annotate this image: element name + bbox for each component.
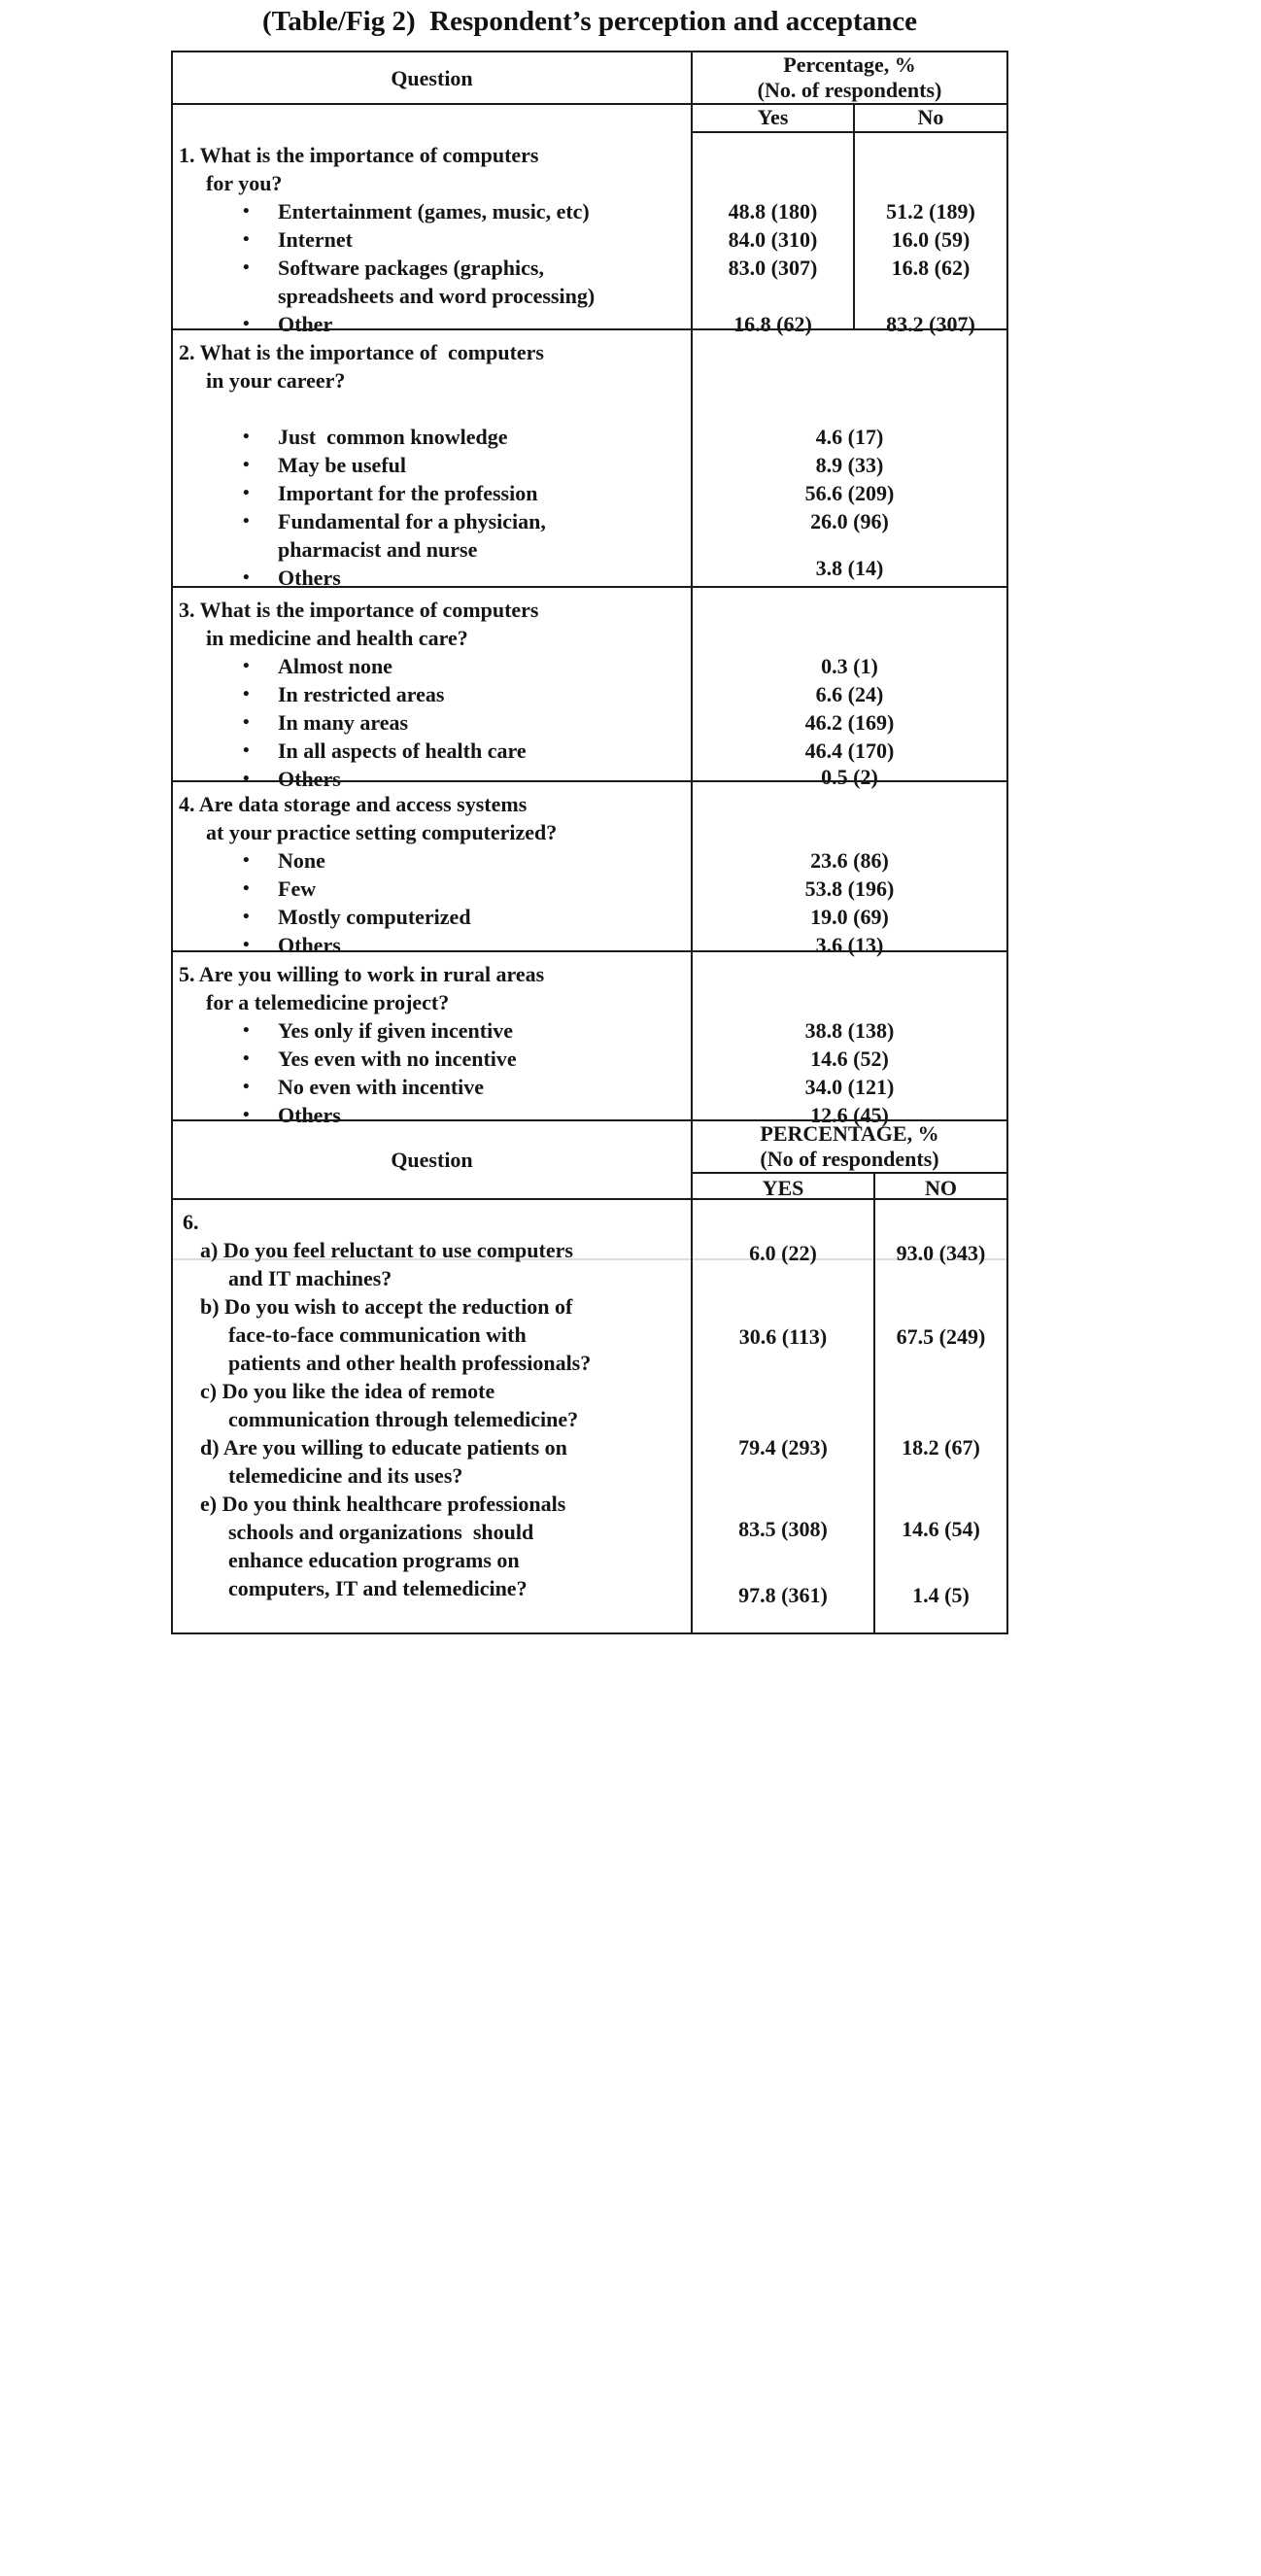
q6-line: patients and other health professionals? <box>228 1351 592 1375</box>
header2-question-label: Question <box>391 1148 473 1172</box>
q5-item-label: • Others <box>173 1101 691 1129</box>
q6-line: b) Do you wish to accept the reduction of <box>200 1294 573 1319</box>
q3-values-cell <box>693 588 1006 789</box>
header-percentage-line1: Percentage, % <box>783 52 916 77</box>
q6-line: enhance education programs on <box>228 1548 520 1572</box>
q1-question-cell <box>173 133 693 336</box>
header2-no-cell: NO <box>925 1176 957 1200</box>
section-q1 <box>173 133 1006 336</box>
q3-heading-line2: in medicine and health care? <box>206 626 468 650</box>
section-q5 <box>173 950 1006 1127</box>
header2-yes-cell: YES <box>693 1174 875 1202</box>
q6-no-value: 93.0 (343) <box>896 1241 986 1265</box>
header-no-cell: No <box>917 105 944 129</box>
section-q4 <box>173 780 1006 957</box>
q2-question-cell <box>173 330 693 590</box>
q6-no-value: 14.6 (54) <box>902 1517 980 1541</box>
header-yes-no-cells <box>693 105 1006 133</box>
q3-value: 46.4 (170) <box>804 738 895 763</box>
q4-value: 23.6 (86) <box>810 848 889 873</box>
q3-value: 0.5 (2) <box>821 765 878 789</box>
q6-line: face-to-face communication with <box>228 1322 527 1347</box>
q6-line: computers, IT and telemedicine? <box>228 1576 528 1600</box>
header2-percentage-line1: PERCENTAGE, % <box>760 1121 939 1146</box>
section-q3 <box>173 586 1006 791</box>
section-q6 <box>173 1198 1006 1632</box>
q6-yes-column <box>693 1200 875 1632</box>
q6-line: communication through telemedicine? <box>228 1407 579 1431</box>
q6-yes-value: 30.6 (113) <box>738 1324 828 1349</box>
q6-line: a) Do you feel reluctant to use computers <box>200 1238 573 1262</box>
header2-percentage-lines <box>693 1121 1006 1174</box>
q3-item-label: • Almost none <box>173 652 691 680</box>
header2-percentage-cell <box>693 1121 1006 1198</box>
q6-line: d) Are you willing to educate patients on <box>200 1435 567 1460</box>
q1-yes-value: 84.0 (310) <box>728 227 818 252</box>
q1-item-label-cont: spreadsheets and word processing) <box>278 284 596 308</box>
q5-item-label: • Yes even with no incentive <box>173 1045 691 1073</box>
header2-percentage-line2: (No of respondents) <box>760 1147 939 1171</box>
header-question-label: Question <box>391 65 473 90</box>
q3-item-label: • In all aspects of health care <box>173 737 691 765</box>
q4-question-cell <box>173 782 693 957</box>
q3-heading-line1: 3. What is the importance of computers <box>179 598 539 622</box>
header-yes-cell: Yes <box>693 105 855 131</box>
header-row-1 <box>173 52 1006 105</box>
q2-heading-line2: in your career? <box>206 368 346 393</box>
header-row-yes-no <box>173 105 1006 133</box>
q1-item-label: • Other <box>173 310 691 338</box>
q1-item-label: • Entertainment (games, music, etc) <box>173 197 691 225</box>
q4-item-label: • None <box>173 846 691 875</box>
q6-yes-value: 79.4 (293) <box>738 1435 828 1460</box>
header-question-cell <box>173 52 693 103</box>
q2-value: 3.8 (14) <box>815 556 884 580</box>
q2-item-label: • Others <box>173 564 691 592</box>
q4-item-label: • Others <box>173 931 691 959</box>
q4-value: 53.8 (196) <box>804 876 895 901</box>
header-question-empty-cell <box>173 105 693 133</box>
q6-values-cell <box>693 1200 1006 1632</box>
section-q2 <box>173 328 1006 590</box>
header2-question-cell <box>173 1121 693 1198</box>
q6-no-column <box>875 1200 1006 1632</box>
q1-item-label: • Software packages (graphics, <box>173 254 691 282</box>
q5-item-label: • No even with incentive <box>173 1073 691 1101</box>
q6-line: telemedicine and its uses? <box>228 1463 463 1488</box>
q5-value: 34.0 (121) <box>804 1075 895 1099</box>
q1-heading-line2: for you? <box>206 171 283 195</box>
q1-no-value: 51.2 (189) <box>886 199 975 223</box>
q1-yes-value: 83.0 (307) <box>728 256 818 280</box>
q1-yes-value: 48.8 (180) <box>728 199 818 223</box>
q5-values-cell <box>693 952 1006 1127</box>
q1-no-column <box>855 133 1006 336</box>
q3-item-label: • In restricted areas <box>173 680 691 708</box>
q4-values-cell <box>693 782 1006 957</box>
q5-value: 12.6 (45) <box>810 1103 889 1127</box>
header-row-2 <box>173 1119 1006 1198</box>
q2-item-label: • Just common knowledge <box>173 423 691 451</box>
q2-value: 8.9 (33) <box>815 453 884 477</box>
q1-yes-column <box>693 133 855 336</box>
header-percentage-cell <box>693 52 1006 103</box>
q6-no-value: 18.2 (67) <box>902 1435 980 1460</box>
q4-item-label: • Mostly computerized <box>173 903 691 931</box>
q6-line: schools and organizations should <box>228 1520 534 1544</box>
q2-heading-line1: 2. What is the importance of computers <box>179 340 544 364</box>
q4-value: 3.6 (13) <box>815 933 884 957</box>
q5-question-cell <box>173 952 693 1127</box>
q6-yes-value: 6.0 (22) <box>749 1241 817 1265</box>
q2-item-label: • Important for the profession <box>173 479 691 507</box>
spacer <box>173 395 691 423</box>
q3-question-cell <box>173 588 693 791</box>
q4-heading-line2: at your practice setting computerized? <box>206 820 558 844</box>
q2-item-label: • Fundamental for a physician, <box>173 507 691 535</box>
q6-no-value: 1.4 (5) <box>912 1583 970 1607</box>
q6-yes-value: 97.8 (361) <box>738 1583 828 1607</box>
q2-value: 56.6 (209) <box>804 481 895 505</box>
q5-heading-line2: for a telemedicine project? <box>206 990 450 1014</box>
q2-value: 26.0 (96) <box>810 509 889 533</box>
q5-value: 38.8 (138) <box>804 1018 895 1043</box>
table-title: (Table/Fig 2) Respondent’s perception and acceptance <box>262 6 917 37</box>
q5-value: 14.6 (52) <box>810 1047 889 1071</box>
q1-no-value: 16.0 (59) <box>891 227 971 252</box>
q1-no-value: 83.2 (307) <box>886 312 975 336</box>
q6-line: c) Do you like the idea of remote <box>200 1379 495 1403</box>
q2-item-label: • May be useful <box>173 451 691 479</box>
q1-yes-value: 16.8 (62) <box>733 312 812 336</box>
q6-line: and IT machines? <box>228 1266 392 1290</box>
q1-values-cell <box>693 133 1006 336</box>
q5-item-label: • Yes only if given incentive <box>173 1016 691 1045</box>
q6-number: 6. <box>183 1210 199 1234</box>
q3-value: 6.6 (24) <box>815 682 884 706</box>
q2-item-label-cont: pharmacist and nurse <box>278 537 478 562</box>
q3-value: 0.3 (1) <box>821 654 878 678</box>
q4-heading-line1: 4. Are data storage and access systems <box>179 792 528 816</box>
q4-value: 19.0 (69) <box>810 905 889 929</box>
q6-yes-value: 83.5 (308) <box>738 1517 828 1541</box>
q1-item-label: • Internet <box>173 225 691 254</box>
q2-values-cell <box>693 330 1006 586</box>
q6-question-cell <box>173 1200 693 1632</box>
q1-no-value: 16.8 (62) <box>891 256 971 280</box>
q5-heading-line1: 5. Are you willing to work in rural areas <box>179 962 545 986</box>
q3-item-label: • Others <box>173 765 691 793</box>
q2-value: 4.6 (17) <box>815 425 884 449</box>
q6-no-value: 67.5 (249) <box>896 1324 986 1349</box>
q6-line: e) Do you think healthcare professionals <box>200 1492 566 1516</box>
q4-item-label: • Few <box>173 875 691 903</box>
q3-item-label: • In many areas <box>173 708 691 737</box>
q3-value: 46.2 (169) <box>804 710 895 735</box>
header-percentage-line2: (No. of respondents) <box>757 78 942 102</box>
q1-heading-line1: 1. What is the importance of computers <box>179 143 539 167</box>
table-fig-2 <box>171 51 1008 1634</box>
